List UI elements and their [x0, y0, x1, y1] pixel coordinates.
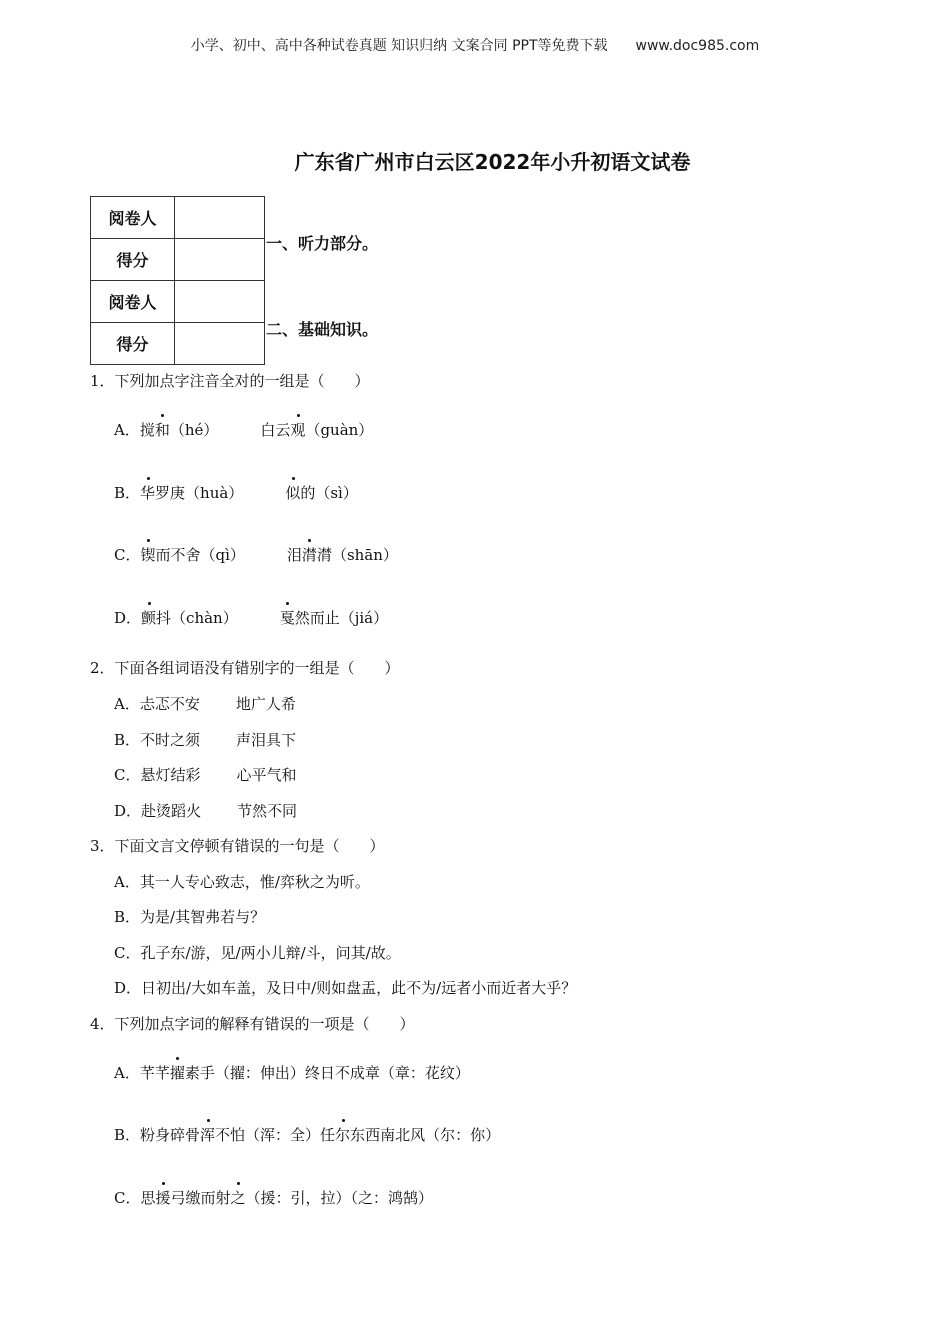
q2-option-b: [114, 729, 296, 750]
section-heading-listening: 一、听力部分。: [266, 234, 379, 253]
table-row: [91, 281, 265, 323]
text-segment: C．: [114, 546, 141, 564]
q1-option-c: [114, 544, 398, 565]
text-segment: 节然不同: [237, 802, 298, 820]
question-1-stem: 1．下列加点字注音全对的一组是（ ）: [90, 372, 370, 390]
text-segment: 抖（chàn）: [156, 609, 238, 627]
dotted-char: 尔: [335, 1126, 351, 1144]
text-segment: 东西南北风（尔：你）: [350, 1126, 501, 1144]
page-header: [0, 35, 950, 55]
q4-option-a: [114, 1062, 470, 1083]
dotted-char: 浑: [200, 1126, 216, 1144]
dotted-char: 潸: [301, 546, 317, 564]
dotted-char: 和: [154, 421, 170, 439]
text-segment: 素手（擢：伸出）终日不成章（章：花纹）: [184, 1064, 470, 1082]
text-segment: 地广人希: [235, 695, 296, 713]
text-segment: 心平气和: [236, 766, 297, 784]
text-segment: 罗庚（huà）: [155, 484, 244, 502]
text-segment: C．悬灯结彩: [114, 766, 201, 784]
table-cell-value: [175, 239, 265, 281]
table-row: [91, 323, 265, 365]
table-row: [91, 197, 265, 239]
text-segment: D．: [114, 609, 142, 627]
text-segment: A．搅: [114, 421, 155, 439]
q2-option-c: [114, 764, 297, 785]
q1-option-a: [114, 419, 373, 440]
q2-option-a: [114, 693, 296, 714]
table-row: [91, 239, 265, 281]
text-segment: B．粉身碎骨: [114, 1126, 201, 1144]
text-segment: 白云: [260, 421, 291, 439]
question-3-stem: 3．下面文言文停顿有错误的一句是（ ）: [90, 837, 385, 855]
dotted-char: 之: [230, 1189, 246, 1207]
text-segment: D．赴烫蹈火: [114, 802, 202, 820]
text-segment: （援：引，拉）（之：鸿鹄）: [245, 1189, 434, 1207]
section-heading-basics: 二、基础知识。: [266, 320, 379, 339]
q2-option-d: [114, 800, 297, 821]
dotted-char: 戛: [279, 609, 295, 627]
dotted-char: 锲: [140, 546, 156, 564]
text-segment: （guàn）: [305, 421, 374, 439]
table-cell-label: 得分: [91, 323, 175, 365]
question-4-stem: 4．下列加点字词的解释有错误的一项是（ ）: [90, 1015, 415, 1033]
q3-option-a: A．其一人专心致志，惟/弈秋之为听。: [114, 873, 370, 891]
text-segment: 潸（shān）: [316, 546, 398, 564]
header-text: 小学、初中、高中各种试卷真题 知识归纳 文案合同 PPT等免费下载: [190, 38, 608, 54]
text-segment: 弓缴而射: [170, 1189, 231, 1207]
text-segment: 然而止（jiá）: [294, 609, 389, 627]
dotted-char: 颤: [141, 609, 157, 627]
q1-option-b: [114, 482, 358, 503]
text-segment: B．不时之须: [114, 731, 201, 749]
text-segment: 而不舍（qì）: [155, 546, 245, 564]
text-segment: 不怕（浑：全）任: [215, 1126, 336, 1144]
dotted-char: 华: [140, 484, 156, 502]
header-site-link[interactable]: www.doc985.com: [635, 38, 760, 54]
q3-option-d: D．日初出/大如车盖，及日中/则如盘盂，此不为/远者小而近者大乎？: [114, 979, 577, 997]
q1-option-d: [114, 607, 388, 628]
table-cell-value: [175, 197, 265, 239]
page-title: 广东省广州市白云区2022年小升初语文试卷: [294, 150, 691, 174]
q4-option-b: [114, 1124, 500, 1145]
table-cell-value: [175, 323, 265, 365]
text-segment: 泪: [286, 546, 302, 564]
text-segment: A．忐忑不安: [114, 695, 200, 713]
table-cell-label: 得分: [91, 239, 175, 281]
dotted-char: 观: [290, 421, 306, 439]
text-segment: 声泪具下: [236, 731, 297, 749]
q3-option-b: B．为是/其智弗若与？: [114, 908, 266, 926]
table-cell-label: 阅卷人: [91, 281, 175, 323]
dotted-char: 援: [155, 1189, 171, 1207]
question-2-stem: 2．下面各组词语没有错别字的一组是（ ）: [90, 659, 400, 677]
q4-option-c: [114, 1187, 433, 1208]
table-cell-label: 阅卷人: [91, 197, 175, 239]
text-segment: A．芊芊: [114, 1064, 170, 1082]
q3-option-c: C．孔子东/游，见/两小儿辩/斗，问其/故。: [114, 944, 401, 962]
text-segment: B．: [114, 484, 141, 502]
score-table: [90, 196, 265, 365]
dotted-char: 擢: [169, 1064, 185, 1082]
dotted-char: 似: [285, 484, 301, 502]
text-segment: C．思: [114, 1189, 156, 1207]
text-segment: （hé）: [169, 421, 219, 439]
text-segment: 的（sì）: [300, 484, 358, 502]
table-cell-value: [175, 281, 265, 323]
